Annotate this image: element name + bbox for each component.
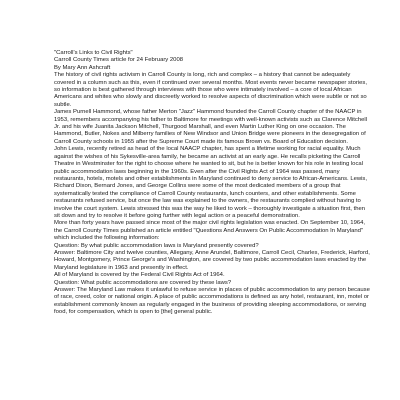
answer-1: Answer: Baltimore City and twelve counties, Allegany, Anne Arundel, Baltimore, Carroll Cecil, Charles, Frederick, Harford, Howard, Montgomery, Prince George's and Washington, are covered by two public accommodation laws enacted by the Maryland legislature in 1963 and presently in effect. bbox=[54, 249, 370, 271]
document-body bbox=[54, 50, 370, 317]
question-1: Question: By what public accommodation laws is Maryland presently covered? bbox=[54, 242, 259, 249]
federal-coverage: All of Maryland is covered by the Federal Civil Rights Act of 1964. bbox=[54, 272, 225, 279]
question-2: Question: What public accommodations are covered by these laws? bbox=[54, 279, 232, 286]
document-source: Carroll County Times article for 24 February 2008 bbox=[54, 57, 183, 64]
paragraph-forty-years: More than forty years have passed since most of the major civil rights legislation was enacted. On September 10, 1964, the Carroll County Times published an article entitled "Questions And Answers On Public Accommodation In Maryland" which included the following information: bbox=[54, 220, 366, 242]
paragraph-lewis: John Lewis, recently retired as head of the local NAACP chapter, has spent a lifetime working for racial equality. Much against the wishes of his Sykesville-area family, he became an activist at an early age. He recalls picketing the Carroll Theatre in Westminster for the right to choose where he wanted to sit, but he is better known for his role in testing local public accommodation laws beginning in the 1960s. Even after the Civil Rights Act of 1964 was passed, many restaurants, hotels, motels and other establishments in Maryland continued to deny service to African-Americans. Lewis, Richard Dixon, Bernard Jones, and George Collins were some of the most dedicated members of a group that systematically tested the compliance of Carroll County restaurants, lunch counters, and other establishments. Some restaurants refused service, but once the law was explained to the owners, the restaurants complied without having to involve the court system. Lewis stressed this was the way he liked to work – thoroughly investigate a situation first, then sit down and try to resolve it before going further with legal action or a peaceful demonstration. bbox=[54, 146, 368, 219]
answer-2: Answer: The Maryland Law makes it unlawful to refuse service in places of public accommodation to any person because of race, creed, color or national origin. A place of public accommodations is defined as any hotel, restaurant, inn, motel or establishment commonly known as regularly engaged in the business of providing sleeping accommodations, or serving food, for compensation, which is open to [the] general public. bbox=[54, 287, 370, 316]
document-byline: By Mary Ann Ashcraft bbox=[54, 64, 111, 71]
paragraph-intro: The history of civil rights activism in Carroll County is long, rich and complex – a history that cannot be adequately covered in a column such as this, even if continued over several months. Most events never became newspaper stories, so information is best gathered through interviews with those who were intimately involved – a core of local African Americans and whites who slowly and discreetly worked to resolve aspects of discrimination which were subtle or not so subtle. bbox=[54, 72, 368, 108]
paragraph-hammond: James Purnell Hammond, whose father Merton "Jazz" Hammond founded the Carroll County chapter of the NAACP in 1953, remembers accompanying his father to Baltimore for meetings with well-known activists such as Clarence Mitchell Jr. and his wife Juanita Jackson Mitchell, Thurgood Marshall, and even Martin Luther King on one occasion. The Hammond, Butler, Nokes and Milberry families of New Windsor and Union Bridge were pioneers in the desegregation of Carroll County schools in 1955 after the Supreme Court made its famous Brown vs. Board of Education decision. bbox=[54, 109, 367, 145]
document-title: "Carroll's Links to Civil Rights" bbox=[54, 50, 133, 56]
